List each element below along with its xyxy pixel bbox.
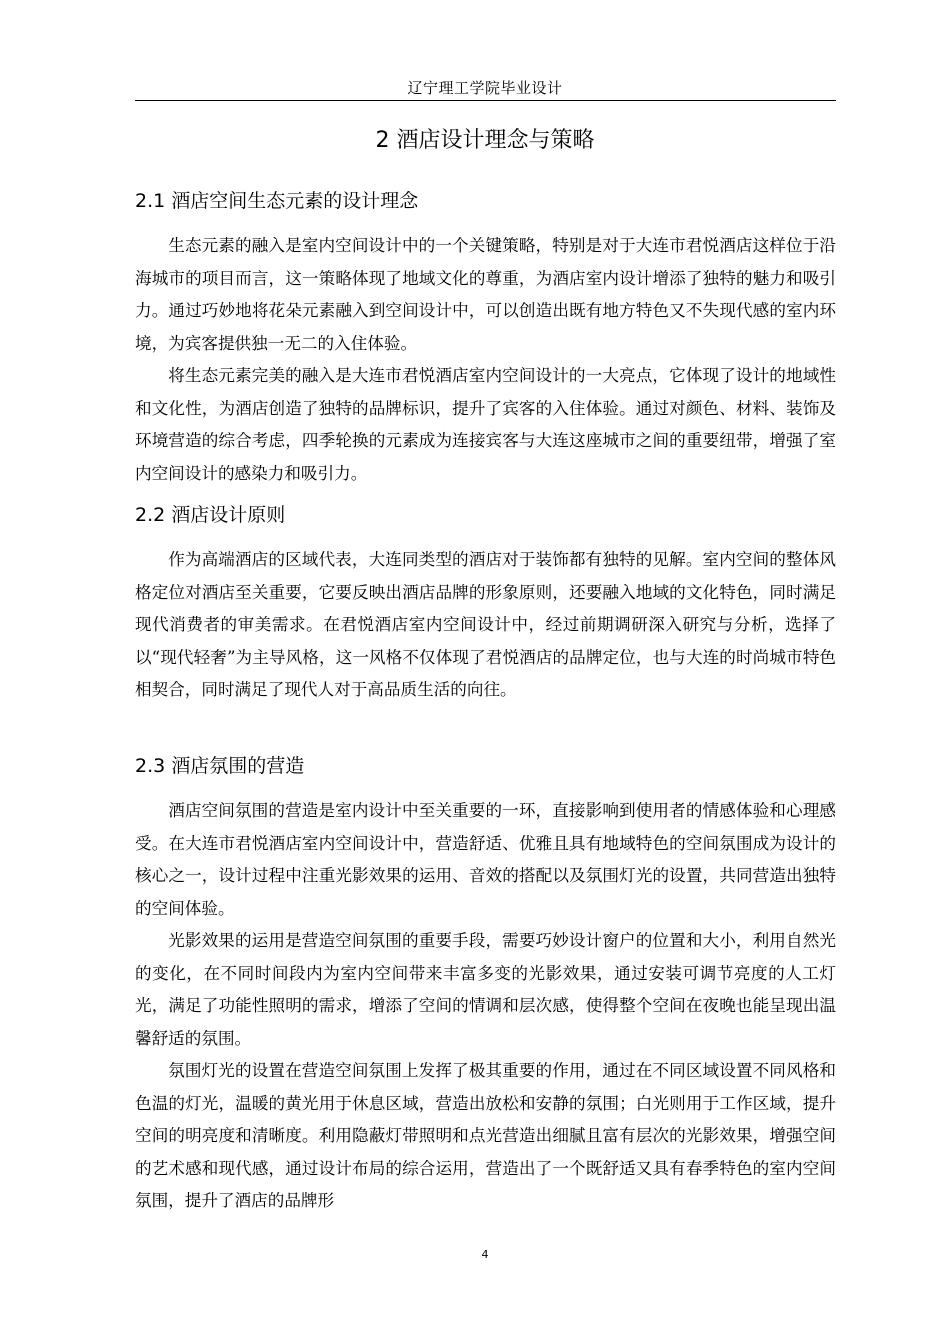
chapter-title: 2 酒店设计理念与策略 <box>375 128 595 153</box>
paragraph: 氛围灯光的设置在营造空间氛围上发挥了极其重要的作用，通过在不同区域设置不同风格和色温的灯光，温暖的黄光用于休息区域，营造出放松和安静的氛围；白光则用于工作区域，提升空间的明亮度和清晰度。利用隐蔽灯带照明和点光营造出细腻且富有层次的光影效果，增强空间的艺术感和现代感，通过设计布局的综合运用，营造出了一个既舒适又具有春季特色的室内空间氛围，提升了酒店的品牌形 <box>135 1061 836 1211</box>
paragraph: 作为高端酒店的区域代表，大连同类型的酒店对于装饰都有独特的见解。室内空间的整体风格定位对酒店至关重要，它要反映出酒店品牌的形象原则，还要融入地域的文化特色，同时满足现代消费者的审美需求。在君悦酒店室内空间设计中，经过前期调研深入研究与分析，选择了以“现代轻奢”为主导风格，这一风格不仅体现了君悦酒店的品牌定位，也与大连的时尚城市特色相契合，同时满足了现代人对于高品质生活的向往。 <box>135 550 836 700</box>
paragraph: 酒店空间氛围的营造是室内设计中至关重要的一环，直接影响到使用者的情感体验和心理感受。在大连市君悦酒店室内空间设计中，营造舒适、优雅且具有地域特色的空间氛围成为设计的核心之一，设计过程中注重光影效果的运用、音效的搭配以及氛围灯光的设置，共同营造出独特的空间体验。 <box>135 801 836 918</box>
header-divider <box>135 100 836 101</box>
page-header: 辽宁理工学院毕业设计 <box>407 79 563 97</box>
paragraph: 光影效果的运用是营造空间氛围的重要手段，需要巧妙设计窗户的位置和大小，利用自然光的变化，在不同时间段内为室内空间带来丰富多变的光影效果，通过安装可调节亮度的人工灯光，满足了功能性照明的需求，增添了空间的情调和层次感，使得整个空间在夜晚也能呈现出温馨舒适的氛围。 <box>135 931 836 1048</box>
section-title-2-2: 2.2 酒店设计原则 <box>135 504 286 526</box>
section-title-2-1: 2.1 酒店空间生态元素的设计理念 <box>135 190 419 212</box>
paragraph: 将生态元素完美的融入是大连市君悦酒店室内空间设计的一大亮点，它体现了设计的地域性和文化性，为酒店创造了独特的品牌标识，提升了宾客的入住体验。通过对颜色、材料、装饰及环境营造的综合考虑，四季轮换的元素成为连接宾客与大连这座城市之间的重要纽带，增强了室内空间设计的感染力和吸引力。 <box>135 366 836 483</box>
section-title-2-3: 2.3 酒店氛围的营造 <box>135 755 305 777</box>
paragraph: 生态元素的融入是室内空间设计中的一个关键策略，特别是对于大连市君悦酒店这样位于沿海城市的项目而言，这一策略体现了地域文化的尊重，为酒店室内设计增添了独特的魅力和吸引力。通过巧妙地将花朵元素融入到空间设计中，可以创造出既有地方特色又不失现代感的室内环境，为宾客提供独一无二的入住体验。 <box>135 236 836 353</box>
page-number: 4 <box>481 1248 489 1261</box>
